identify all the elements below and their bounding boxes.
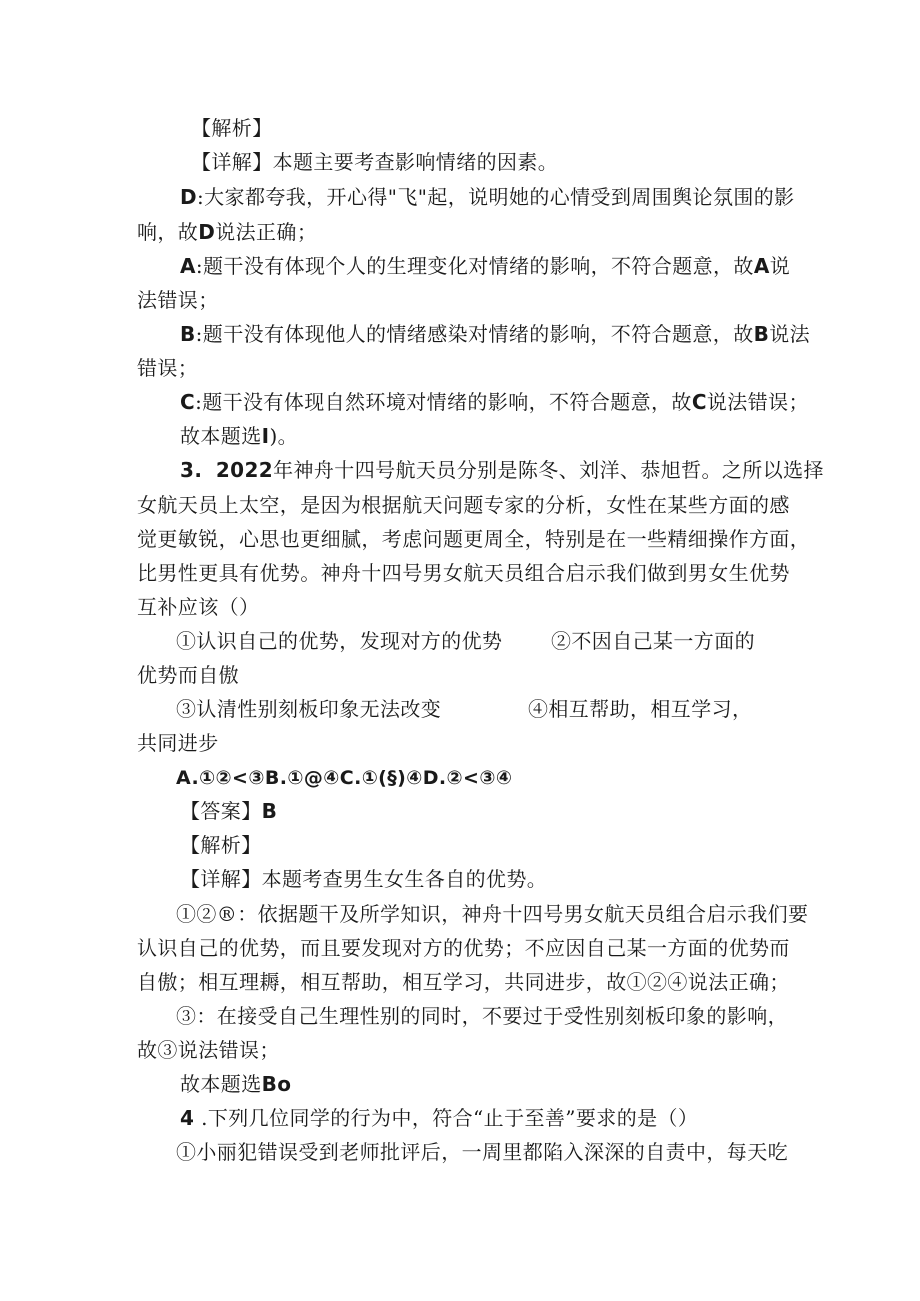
- explanation-1: ①②®：依据题干及所学知识，神舟十四号男女航天员组合启示我们要: [176, 902, 809, 926]
- option-b-explanation: B:题干没有体现他人的情绪感染对情绪的影响，不符合题意，故B说法: [180, 322, 811, 346]
- question-3-item-3: ③认清性别刻板印象无法改变: [176, 697, 442, 721]
- question-3-options: A.①②<③B.①@④C.①(§)④D.②<③④: [176, 767, 513, 789]
- conclusion-line: 故本题选I)。: [180, 424, 299, 448]
- question-4-item-1: ①小丽犯错误受到老师批评后，一周里都陷入深深的自责中，每天吃: [176, 1140, 788, 1164]
- question-3-stem-line-5: 互补应该（）: [137, 595, 260, 619]
- detail-line: 【详解】本题主要考查影响情绪的因素。: [191, 150, 559, 174]
- option-d-explanation-cont: 响，故D说法正确；: [137, 220, 318, 244]
- option-a-explanation-cont: 法错误；: [137, 288, 219, 312]
- question-3-item-4-cont: 共同进步: [137, 731, 219, 755]
- question-3-item-2-cont: 优势而自傲: [137, 663, 239, 687]
- question-3-item-2: ②不因自己某一方面的: [551, 629, 755, 653]
- question-3-stem: 3. 2022年神舟十四号航天员分别是陈冬、刘洋、恭旭哲。之所以选择: [180, 458, 824, 482]
- question-3-item-4: ④相互帮助，相互学习，: [528, 697, 753, 721]
- option-c-explanation: C:题干没有体现自然环境对情绪的影响，不符合题意，故C说法错误；: [180, 390, 809, 414]
- option-a-explanation: A:题干没有体现个人的生理变化对情绪的影响，不符合题意，故A说: [180, 254, 791, 278]
- option-b-explanation-cont: 错误；: [137, 356, 199, 380]
- explanation-1-line-2: 认识自己的优势，而且要发现对方的优势；不应因自己某一方面的优势而: [137, 936, 790, 960]
- option-d-explanation: D:大家都夸我，开心得"飞"起，说明她的心情受到周围舆论氛围的影: [180, 185, 795, 209]
- analysis-heading: 【解析】: [191, 116, 273, 140]
- analysis-heading-q3: 【解析】: [180, 833, 262, 857]
- explanation-2: ③：在接受自己生理性别的同时，不要过于受性别刻板印象的影响，: [176, 1004, 788, 1028]
- explanation-1-line-3: 自傲；相互理耨，相互帮助，相互学习，共同进步，故①②④说法正确；: [137, 970, 790, 994]
- question-3-stem-line-4: 比男性更具有优势。神舟十四号男女航天员组合启示我们做到男女生优势: [137, 561, 790, 585]
- answer-line: 【答案】B: [180, 799, 278, 823]
- question-4-stem: 4 .下列几位同学的行为中，符合“止于至善”要求的是（）: [180, 1106, 699, 1130]
- question-3-stem-line-2: 女航天员上太空，是因为根据航天问题专家的分析，女性在某些方面的感: [137, 493, 790, 517]
- conclusion-q3: 故本题选Bo: [180, 1072, 292, 1096]
- explanation-2-line-2: 故③说法错误；: [137, 1038, 280, 1062]
- question-3-item-1: ①认识自己的优势，发现对方的优势: [176, 629, 503, 653]
- detail-line-q3: 【详解】本题考查男生女生各自的优势。: [180, 867, 548, 891]
- question-3-stem-line-3: 觉更敏锐，心思也更细腻，考虑问题更周全，特别是在一些精细操作方面，: [137, 527, 811, 551]
